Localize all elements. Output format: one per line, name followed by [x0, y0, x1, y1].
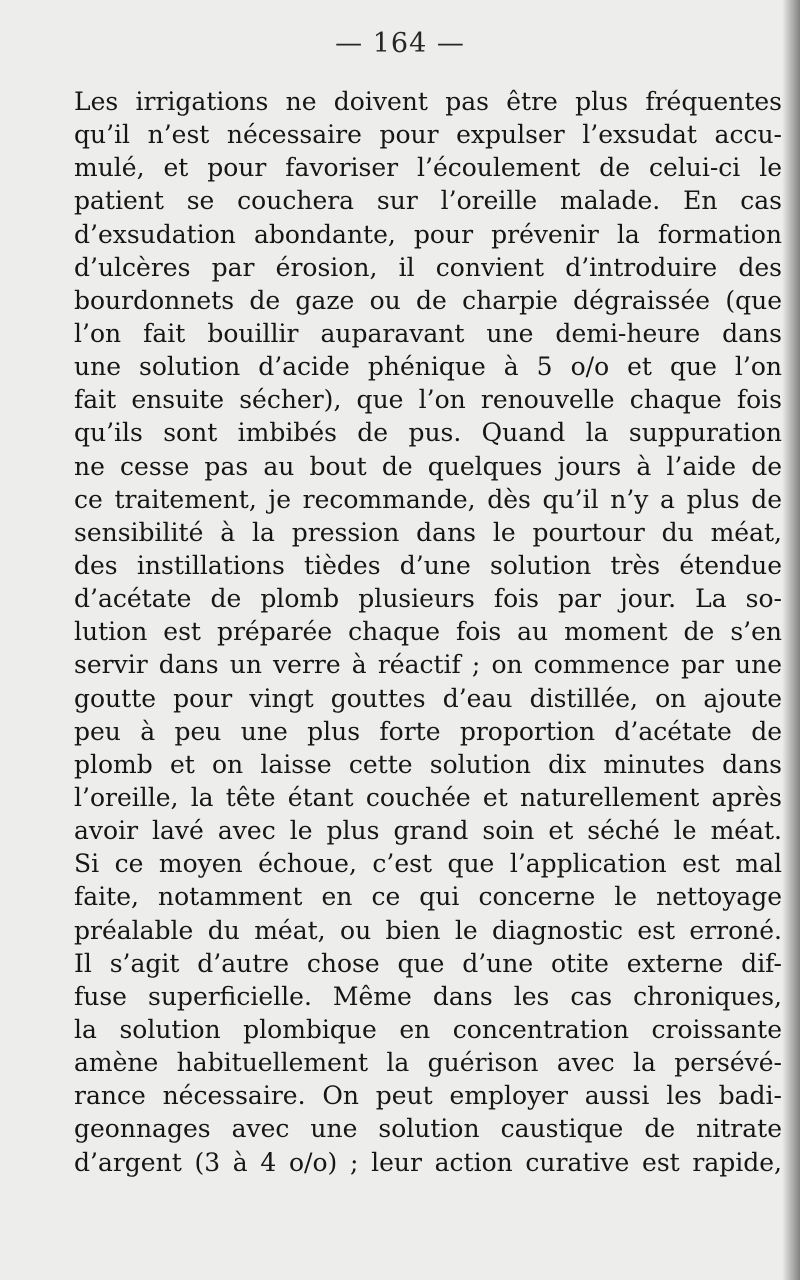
- text-line: plomb et on laisse cette solution dix minutes dans: [74, 749, 782, 779]
- text-line: lution est préparée chaque fois au moment de s’en: [74, 617, 782, 647]
- text-line: geonnages avec une solution caustique de nitrate: [74, 1114, 782, 1144]
- body-text: [74, 85, 782, 1179]
- text-line: goutte pour vingt gouttes d’eau distillée, on ajoute: [74, 683, 782, 713]
- text-line: amène habituellement la guérison avec la persévé-: [74, 1048, 782, 1078]
- spine-shadow: [782, 0, 800, 1280]
- text-line: une solution d’acide phénique à 5 o/o et que l’on: [74, 352, 782, 382]
- text-line: Si ce moyen échoue, c’est que l’application est mal: [74, 849, 782, 879]
- text-line: d’ulcères par érosion, il convient d’introduire des: [74, 252, 782, 282]
- text-line: des instillations tièdes d’une solution très étendue: [74, 550, 782, 580]
- text-line: servir dans un verre à réactif ; on commence par une: [74, 650, 782, 680]
- text-line: patient se couchera sur l’oreille malade. En cas: [74, 186, 782, 216]
- text-line: d’acétate de plomb plusieurs fois par jour. La so-: [74, 584, 782, 614]
- text-line: la solution plombique en concentration croissante: [74, 1014, 782, 1044]
- text-line: peu à peu une plus forte proportion d’acétate de: [74, 716, 782, 746]
- text-line: bourdonnets de gaze ou de charpie dégraissée (que: [74, 285, 782, 315]
- text-line: l’oreille, la tête étant couchée et naturellement après: [74, 782, 782, 812]
- text-line: d’argent (3 à 4 o/o) ; leur action curative est rapide,: [74, 1147, 782, 1177]
- text-line: qu’il n’est nécessaire pour expulser l’exsudat accu-: [74, 120, 782, 150]
- text-line: qu’ils sont imbibés de pus. Quand la suppuration: [74, 418, 782, 448]
- text-line: préalable du méat, ou bien le diagnostic est erroné.: [74, 915, 782, 945]
- text-line: mulé, et pour favoriser l’écoulement de celui-ci le: [74, 153, 782, 183]
- text-line: Les irrigations ne doivent pas être plus fréquentes: [74, 87, 782, 116]
- text-line: ne cesse pas au bout de quelques jours à l’aide de: [74, 451, 782, 481]
- text-line: d’exsudation abondante, pour prévenir la formation: [74, 219, 782, 249]
- text-line: fuse superficielle. Même dans les cas chroniques,: [74, 981, 782, 1011]
- text-line: sensibilité à la pression dans le pourtour du méat,: [74, 517, 782, 547]
- text-line: fait ensuite sécher), que l’on renouvelle chaque fois: [74, 385, 782, 415]
- text-line: Il s’agit d’autre chose que d’une otite externe dif-: [74, 948, 782, 978]
- page-number: — 164 —: [335, 28, 465, 59]
- text-line: faite, notamment en ce qui concerne le nettoyage: [74, 882, 782, 912]
- text-line: l’on fait bouillir auparavant une demi-heure dans: [74, 318, 782, 348]
- text-line: rance nécessaire. On peut employer aussi les badi-: [74, 1081, 782, 1111]
- text-line: ce traitement, je recommande, dès qu’il n’y a plus de: [74, 484, 782, 514]
- text-line: avoir lavé avec le plus grand soin et séché le méat.: [74, 816, 782, 846]
